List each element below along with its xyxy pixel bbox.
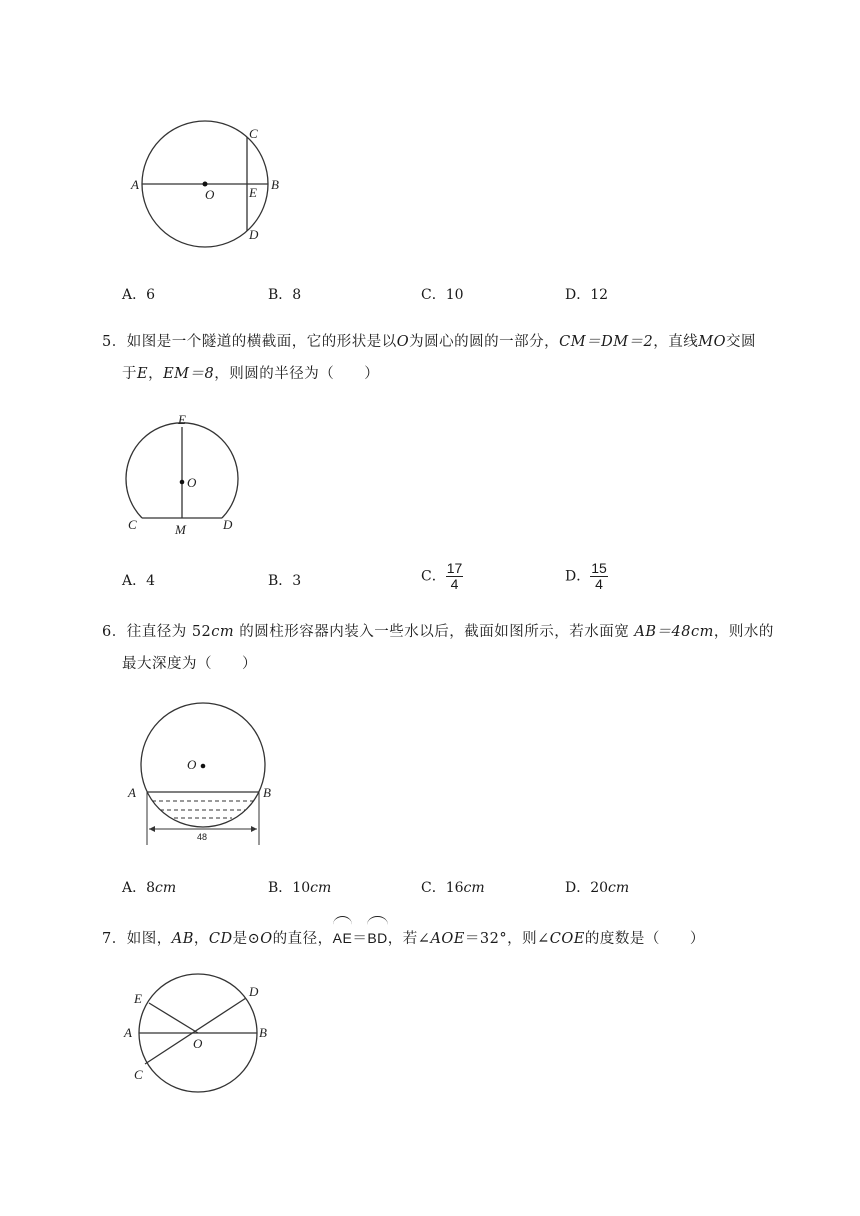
- q7-question: 7．如图，AB，CD是⊙O的直径，AE＝BD，若∠AOE＝32°，则∠COE的度数是（ ）: [102, 918, 705, 955]
- q7-label-a: A: [124, 1025, 132, 1040]
- q5-label-m: M: [175, 522, 186, 537]
- q6-option-b[interactable]: B．10cm: [268, 880, 332, 896]
- q6-label-width: 48: [197, 832, 208, 842]
- q4-label-b: B: [271, 177, 279, 192]
- q4-label-o: O: [205, 187, 215, 202]
- q6-question-line2: 最大深度为（ ）: [122, 656, 257, 672]
- q7-label-e: E: [134, 991, 142, 1006]
- q5-question-line2: 于E，EM＝8，则圆的半径为（ ）: [122, 366, 380, 382]
- q7-arc-bd: BD: [367, 918, 387, 954]
- q6-option-a[interactable]: A．8cm: [122, 880, 177, 896]
- q7-radius-oe: [149, 1003, 198, 1033]
- q5-option-b[interactable]: B．3: [268, 573, 302, 589]
- q6-option-c[interactable]: C．16cm: [421, 880, 485, 896]
- q5-label-c: C: [128, 517, 137, 532]
- q4-label-c: C: [249, 126, 258, 141]
- q7-label-b: B: [259, 1025, 267, 1040]
- q4-label-a: A: [131, 177, 139, 192]
- q6-label-b: B: [263, 785, 271, 800]
- q7-label-c: C: [134, 1067, 143, 1082]
- q5-option-a[interactable]: A．4: [122, 573, 156, 589]
- q6-label-a: A: [128, 785, 136, 800]
- q7-label-d: D: [249, 984, 259, 999]
- q4-option-d[interactable]: D．12: [565, 287, 609, 303]
- q5-label-d: D: [223, 517, 233, 532]
- q4-option-b[interactable]: B．8: [268, 287, 302, 303]
- q4-label-e: E: [249, 185, 257, 200]
- q6-option-d[interactable]: D．20cm: [565, 880, 630, 896]
- q7-arc-ae: AE: [333, 918, 353, 954]
- q5-label-o: O: [187, 475, 197, 490]
- q4-option-a[interactable]: A．6: [122, 287, 156, 303]
- q4-label-d: D: [249, 227, 259, 242]
- q7-label-o: O: [193, 1036, 203, 1051]
- q6-label-o: O: [187, 757, 197, 772]
- q5-option-d[interactable]: D． $\frac{15}{4}$: [565, 560, 607, 592]
- q5-question-line1: 5．如图是一个隧道的横截面，它的形状是以O为圆心的圆的一部分，CM＝DM＝2，直线MO交圆: [102, 334, 756, 350]
- q5-label-e: E: [178, 412, 186, 427]
- q5-option-c[interactable]: C． $\frac{17}{4}$: [421, 560, 463, 592]
- q4-option-c[interactable]: C．10: [421, 287, 464, 303]
- q6-question-line1: 6．往直径为 52cm 的圆柱形容器内装入一些水以后，截面如图所示，若水面宽 AB＝48cm，则水的: [102, 624, 774, 640]
